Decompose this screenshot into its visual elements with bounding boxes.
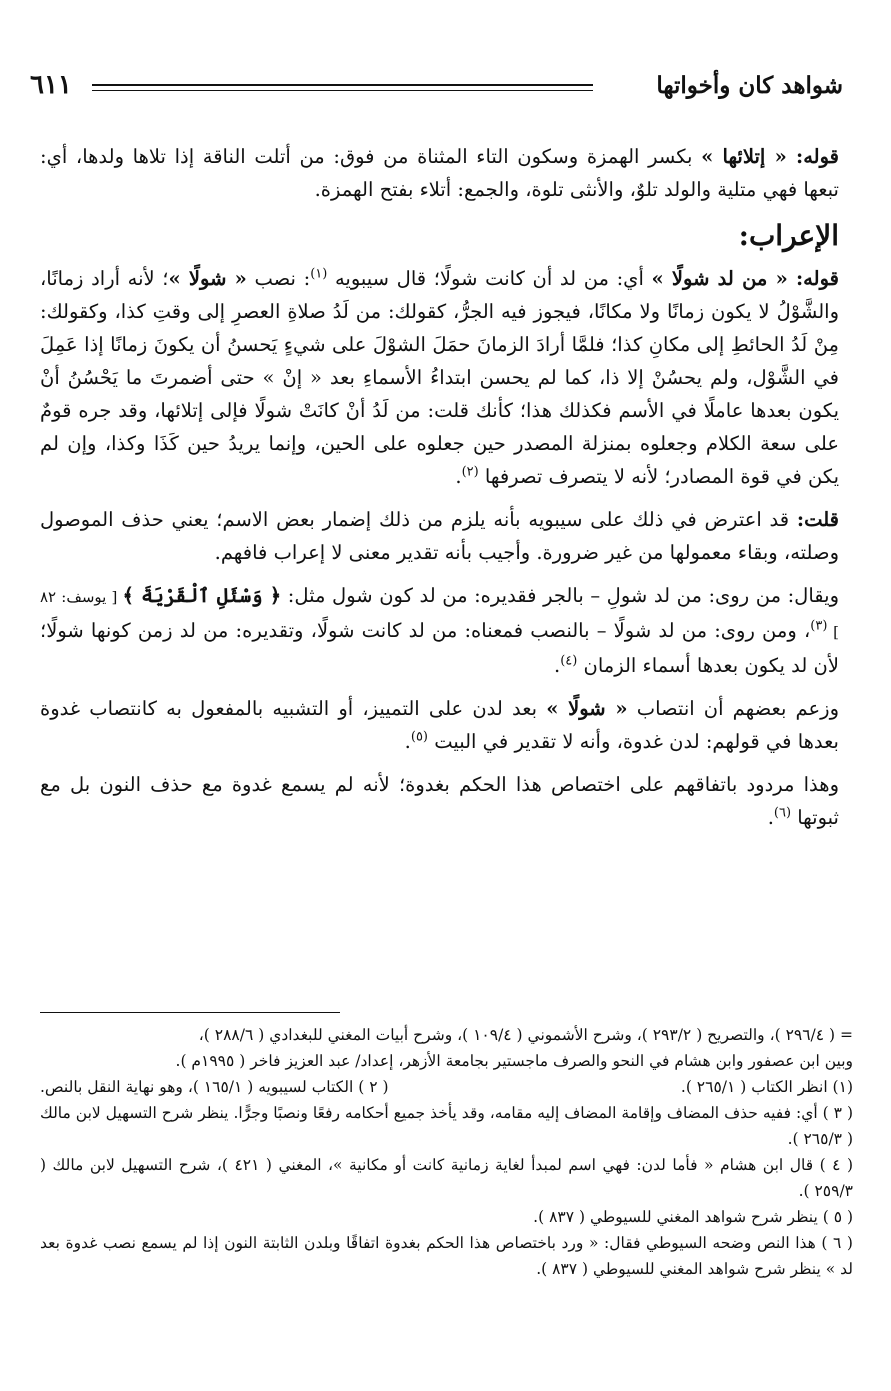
paragraph-text: ؛ لأنه أراد زمانًا، والشَّوْلُ لا يكون زمانًا ولا مكانًا، فيجوز فيه الجرُّ، كقولك: من لَدُ صلاةِ العصرِ إلى وقتِ كذا، وكقولك: مِنْ لَدُ الحائطِ إلى مكانِ كذا؛ فلمَّا أرادَ الزمانَ حمَلَ الشوْلَ على شيءٍ يَحسنُ أن يكونَ زمانًا إذا عَمِلَ في الشَّوْل، ولم يحسُنْ إلا ذا، كما لم يحسن ابتداءُ الأسماءِ بعد « إنْ » حتى أضمرتَ ما يَحْسُنُ أنْ يكون بعدها عاملًا في الأسم فكذلك هذا؛ كأنك قلت: من لَدُ أنْ كانَتْ شولًا فإلى إتلائها، وقد جره قومٌ على سعة الكلام وجعلوه بمنزلة المصدر حين جعلوه على الحين، وإنما يريدُ حين كَذَا وكذا، وإن لم يكن في قوة المصادر؛ لأنه لا يتصرف تصرفها	[40, 267, 839, 488]
footnote-ref-3: (٣)	[810, 618, 828, 634]
footnote-ref-6: (٦)	[773, 805, 792, 821]
footnote-6: ( ٦ ) هذا النص وضحه السيوطي فقال: « ورد باختصاص هذا الحكم بغدوة اتفاقًا وبلدن الثابتة النون إذا لم يسمع نصب غدوة بعد لد » ينظر شرح شواهد المغني للسيوطي ( ٨٣٧ ).	[40, 1234, 853, 1278]
paragraph-text: .	[553, 654, 561, 677]
footnote-ref-4: (٤)	[560, 653, 578, 669]
paragraph-text: بعد لدن على التمييز، أو التشبيه بالمفعول به كانتصاب غدوة بعدها في قولهم: لدن غدوة، وأنه لا تقدير في البيت	[40, 697, 839, 753]
page-number: ٦١١	[30, 70, 72, 100]
keyword: « شولًا »	[168, 267, 247, 290]
section-title: الإعراب:	[738, 219, 839, 252]
footnote-continuation: = ( ٢٩٦/٤ )، والتصريح ( ٢٩٣/٢ )، وشرح الأشموني ( ١٠٩/٤ )، وشرح أبيات المغني للبغدادي ( ٢٨٨/٦ )،	[198, 1026, 853, 1044]
page-header	[30, 68, 843, 110]
footnote-3: ( ٣ ) أي: ففيه حذف المضاف وإقامة المضاف إليه مقامه، وقد يأخذ جميع أحكامه رفعًا ونصبًا وجرًّا. ينظر شرح التسهيل لابن مالك ( ٢٦٥/٣ ).	[40, 1104, 853, 1148]
footnote-2: ( ٢ ) الكتاب لسيبويه ( ١٦٥/١ )، وهو نهاية النقل بالنص.	[40, 1078, 389, 1096]
footnote-4: ( ٤ ) قال ابن هشام « فأما لدن: فهي اسم لمبدأ لغاية زمانية كانت أو مكانية »، المغني ( ٤٢١ )، شرح التسهيل لابن مالك ( ٢٥٩/٣ ).	[40, 1156, 854, 1200]
footnote-rule	[40, 1012, 340, 1013]
paragraph-yuqal	[40, 579, 839, 682]
header-rule	[92, 84, 593, 91]
keyword: « شولًا »	[546, 697, 628, 720]
footnote-1: (١) انظر الكتاب ( ٢٦٥/١ ).	[680, 1078, 853, 1096]
footnotes	[40, 1022, 853, 1282]
main-text	[40, 140, 839, 844]
running-title: شواهد كان وأخواتها	[656, 72, 843, 99]
lead-phrase: قوله: « من لد شولًا »	[651, 267, 839, 290]
paragraph-mardud	[40, 768, 839, 834]
paragraph-text: وهذا مردود باتفاقهم على اختصاص هذا الحكم بغدوة؛ لأنه لم يسمع غدوة مع حذف النون بل مع ثبوتها	[40, 773, 839, 829]
paragraph-text: ويقال: من روى: من لد شولِ – بالجر فقديره: من لد كون شول مثل:	[281, 584, 839, 607]
paragraph-text: بكسر الهمزة وسكون التاء المثناة من فوق: من أتلت الناقة إذا تلاها ولدها، أي: تبعها فهي متلية والولد تلوٌ، والأنثى تلوة، والجمع: أتلاء بفتح الهمزة.	[40, 145, 839, 201]
footnote-5: ( ٥ ) ينظر شرح شواهد المغني للسيوطي ( ٨٣٧ ).	[533, 1208, 853, 1226]
paragraph-text: .	[767, 806, 774, 829]
paragraph-text: وزعم بعضهم أن انتصاب	[627, 697, 839, 720]
paragraph-text: .	[455, 465, 462, 488]
footnote-ref-1: (١)	[310, 266, 328, 282]
paragraph-zaama	[40, 692, 839, 758]
footnote-row	[40, 1074, 853, 1100]
paragraph-text: : نصب	[246, 267, 311, 290]
paragraph-text: .	[404, 730, 411, 753]
paragraph-qult	[40, 503, 839, 569]
paragraph-text: ، ومن روى: من لد شولًا – بالنصب فمعناه: من لد كانت شولًا، وتقديره: من لد زمن كونها شولًا؛ لأن لد يكون بعدها أسماء الزمان	[40, 619, 839, 677]
footnote-continuation: وبين ابن عصفور وابن هشام في النحو والصرف ماجستير بجامعة الأزهر، إعداد/ عبد العزيز فاخر ( ١٩٩٥م ).	[175, 1052, 853, 1070]
lead-phrase: قوله: « إتلائها »	[701, 145, 839, 168]
paragraph-irab	[40, 262, 839, 493]
paragraph-text: قد اعترض في ذلك على سيبويه بأنه يلزم من ذلك إضمار بعض الاسم؛ يعني حذف الموصول وصلته، وبقاء معمولها من غير ضرورة. وأجيب بأنه تقدير معنى لا إعراب فافهم.	[40, 508, 839, 564]
footnote-ref-5: (٥)	[410, 729, 428, 745]
quran-quote: ﴿ وَسْئَلِ ٱلْقَرْيَةَ ﴾	[122, 584, 282, 607]
footnote-ref-2: (٢)	[461, 464, 479, 480]
paragraph-itlaiha	[40, 140, 839, 206]
quran-reference: [ يوسف: ٨٢ ]	[40, 588, 839, 641]
lead-phrase: قلت:	[796, 508, 839, 531]
paragraph-text: أي: من لد أن كانت شولًا؛ قال سيبويه	[327, 267, 652, 290]
